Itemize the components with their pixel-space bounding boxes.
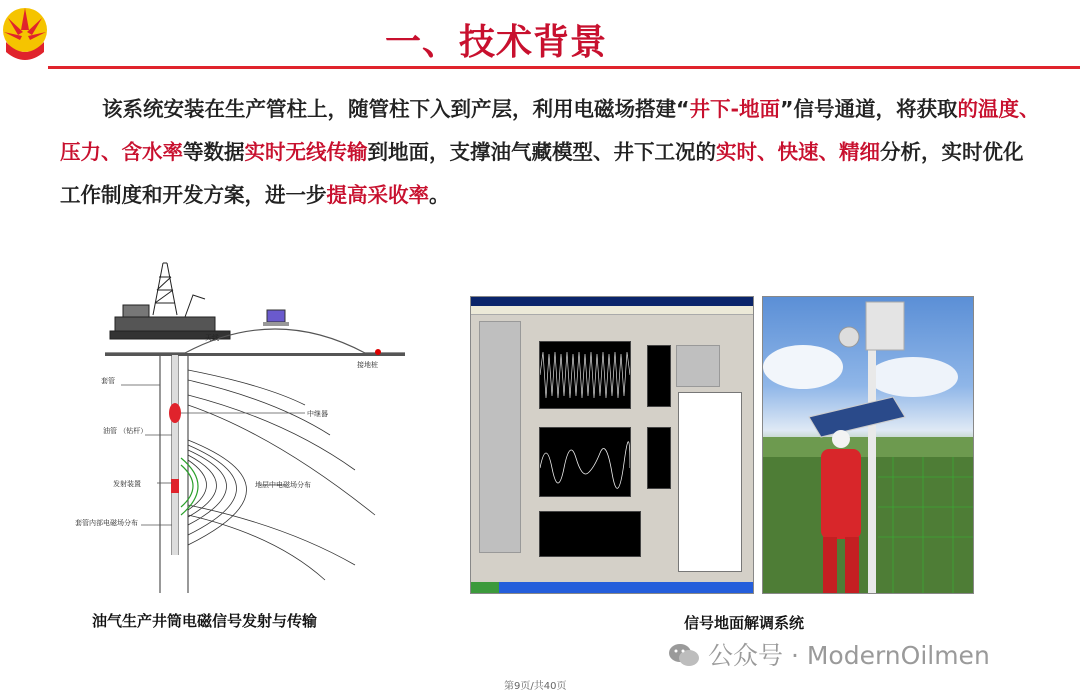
drilling-rig-icon	[110, 263, 230, 339]
intro-paragraph	[60, 88, 1040, 217]
spectrum-graph-2	[647, 427, 671, 489]
start-button[interactable]	[471, 582, 499, 593]
waveform-graph	[539, 341, 631, 409]
status-panel	[676, 345, 720, 387]
highlight-text: 实时无线传输	[244, 140, 368, 164]
highlight-text: 井下-地面	[689, 97, 780, 121]
label-formation-field: 地层中电磁场分布	[255, 481, 311, 489]
slide-title: 一、技术背景	[385, 22, 608, 63]
label-relay: 中继器	[307, 410, 328, 418]
relay-marker	[169, 403, 181, 423]
label-tubing: 油管 （钻杆）	[103, 427, 148, 435]
watermark	[668, 636, 990, 672]
software-caption: 信号地面解调系统	[684, 614, 805, 632]
field-site-illustration	[763, 297, 973, 593]
highlight-text: 实时、快速、精细	[716, 140, 880, 164]
text-segment: 等数据	[183, 140, 245, 164]
label-antenna: 天线	[205, 334, 219, 342]
camera-icon	[839, 327, 859, 347]
transmitter-marker	[171, 479, 179, 493]
equipment-box	[866, 302, 904, 350]
highlight-text: 提高采收率	[326, 183, 429, 207]
diagram-caption: 油气生产井筒电磁信号发射与传输	[92, 612, 318, 630]
label-transmitter: 发射装置	[113, 480, 141, 488]
output-graph	[539, 511, 641, 557]
data-table	[678, 392, 742, 572]
solar-panel	[809, 397, 905, 437]
window-titlebar	[471, 297, 753, 306]
wechat-icon	[668, 642, 700, 668]
field-photo	[762, 296, 974, 594]
computer-icon	[263, 310, 289, 326]
page-indicator: 第9页/共40页	[504, 681, 567, 692]
title-divider	[48, 66, 1080, 69]
taskbar	[471, 582, 753, 593]
control-panel	[479, 321, 521, 553]
text-segment: 到地面，支撑油气藏模型、井下工况的	[367, 140, 716, 164]
spectrum-graph-1	[647, 345, 671, 407]
label-ground-pile: 接地桩	[357, 361, 378, 369]
text-segment: 。	[429, 183, 450, 207]
window-menubar	[471, 306, 753, 315]
company-logo	[0, 0, 50, 70]
label-casing-field: 套管内部电磁场分布	[75, 519, 138, 527]
text-segment: 分析，实时优化工作制度和开发方案，进一步	[60, 140, 1024, 207]
label-casing: 套管	[101, 377, 115, 385]
text-segment: 该系统安装在生产管柱上，随管柱下入到产层，利用电磁场搭建“	[102, 97, 690, 121]
watermark-text: 公众号 · ModernOilmen	[708, 641, 990, 670]
signal-graph	[539, 427, 631, 497]
ground-pile-marker	[375, 349, 381, 355]
text-segment: ”信号通道，将获取	[780, 97, 958, 121]
wellbore-diagram	[75, 255, 420, 595]
highlight-text: 的温度、压力、含水率	[60, 97, 1040, 164]
